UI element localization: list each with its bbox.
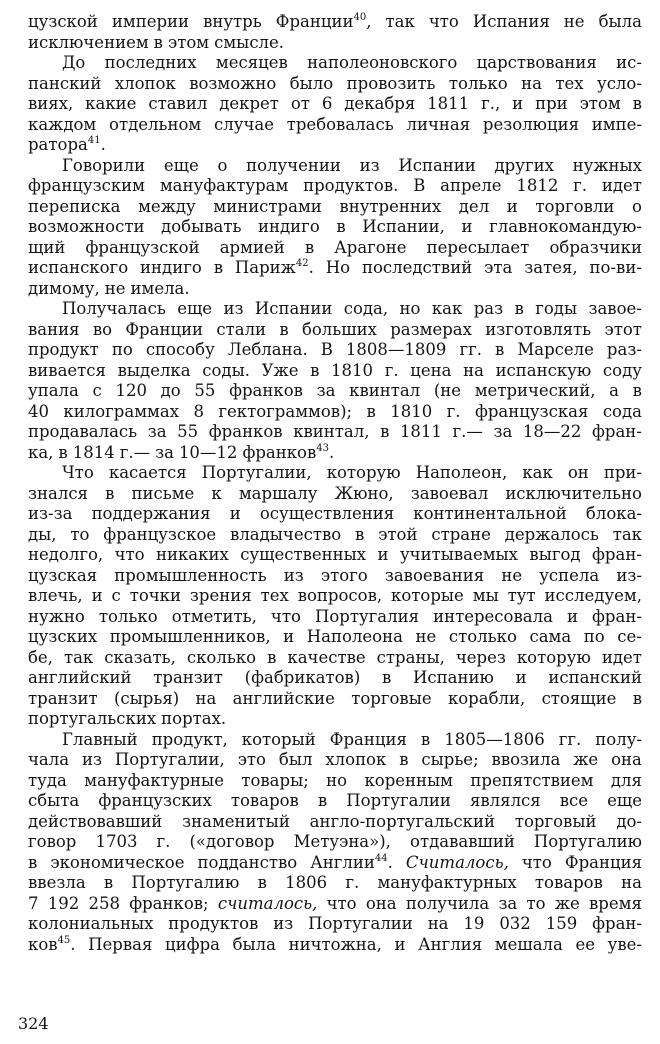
text-line: транзит (сырья) на английские торговые корабли, стоящие в [28, 688, 642, 708]
text-line: щий французской армией в Арагоне пересылает образчики [28, 237, 642, 257]
text-line: ков$^{45}$. Первая цифра была ничтожна, и Англия мешала ее уве- [28, 934, 642, 954]
text-line: говор 1703 г. («договор Метуэна»), отдававший Португалию [28, 832, 642, 851]
text-line: английский транзит (фабрикатов) в Испанию и испанский [28, 668, 642, 687]
text-line: упала с 120 до 55 франков за квинтал (не метрический, а в [28, 381, 642, 400]
text-line: возможности добывать индиго в Испании, и главнокомандую- [28, 217, 642, 236]
text-line: в экономическое подданство Англии$^{44}$. Считалось, что Франция [28, 852, 642, 872]
text-line: из-за поддержания и осуществления континентальной блока- [28, 504, 642, 523]
text-line: туда мануфактурные товары; но коренным препятствием для [28, 770, 642, 790]
text-line: панский хлопок возможно было провозить только на тех усло- [28, 73, 642, 93]
text-line: вания во Франции стали в больших размерах изготовлять этот [28, 319, 642, 339]
text-line: португальских портах. [28, 709, 227, 728]
text-line: действовавший знаменитый англо-португальский торговый до- [28, 811, 642, 831]
body-text [28, 12, 642, 955]
text-line: продавалась за 55 франков квинтал, в 1811 г.— за 18—22 фран- [28, 422, 642, 441]
text-line: цузская промышленность из этого завоевания не успела из- [28, 565, 642, 585]
text-line: Что касается Португалии, которую Наполеон, как он при- [62, 463, 642, 482]
text-line: До последних месяцев наполеоновского царствования ис- [62, 53, 642, 72]
text-line: сбыта французских товаров в Португалии являлся все еще [28, 791, 642, 810]
text-line: ка, в 1814 г.— за 10—12 франков$^{43}$. [28, 442, 335, 462]
page-number: 324 [18, 1014, 49, 1033]
text-line: влечь, и с точки зрения тех вопросов, которые мы тут исследуем, [28, 586, 642, 605]
text-line: 40 килограммах 8 гектограммов); в 1810 г. французская сода [28, 401, 642, 421]
text-line: недолго, что никаких существенных и учитываемых выгод фран- [28, 545, 642, 564]
text-line: Главный продукт, который Франция в 1805—1806 гг. полу- [62, 729, 642, 749]
text-line: ды, то французское владычество в этой стране держалось так [28, 524, 642, 544]
text-line: исключением в этом смысле. [28, 32, 285, 52]
text-line: виях, какие ставил декрет от 6 декабря 1811 г., и при этом в [28, 94, 642, 113]
text-line: бе, так сказать, сколько в качестве страны, через которую идет [28, 647, 642, 667]
text-line: цузских промышленников, и Наполеона не столько сама по се- [28, 627, 642, 646]
text-line: колониальных продуктов из Португалии на 19 032 159 фран- [28, 914, 642, 933]
text-line: ввезла в Португалию в 1806 г. мануфактурных товаров на [28, 873, 642, 892]
text-line: французским мануфактурам продуктов. В апреле 1812 г. идет [28, 176, 642, 195]
text-line: 7 192 258 франков; считалось, что она получила за то же время [28, 893, 642, 913]
text-line: вивается выделка соды. Уже в 1810 г. цена на испанскую соду [28, 360, 642, 380]
text-line: переписка между министрами внутренних дел и торговли о [28, 196, 642, 216]
text-line: Получалась еще из Испании сода, но как раз в годы завое- [62, 299, 642, 318]
text-line: каждом отдельном случае требовалась личная резолюция импе- [28, 114, 642, 134]
text-line: знался в письме к маршалу Жюно, завоевал исключительно [28, 483, 642, 503]
text-line: продукт по способу Леблана. В 1808—1809 гг. в Марселе раз- [28, 340, 642, 359]
text-line: испанского индиго в Париж$^{42}$. Но последствий эта затея, по-ви- [28, 258, 642, 277]
text-line: ратора$^{41}$. [28, 135, 106, 154]
text-line: чала из Португалии, это был хлопок в сырье; ввозила же она [28, 750, 642, 769]
text-line: Говорили еще о получении из Испании других нужных [62, 155, 642, 175]
text-line: димому, не имела. [28, 278, 190, 298]
text-line: нужно только отметить, что Португалия интересовала и фран- [28, 606, 642, 626]
text-line: цузской империи внутрь Франции$^{40}$, так что Испания не была [28, 12, 642, 31]
